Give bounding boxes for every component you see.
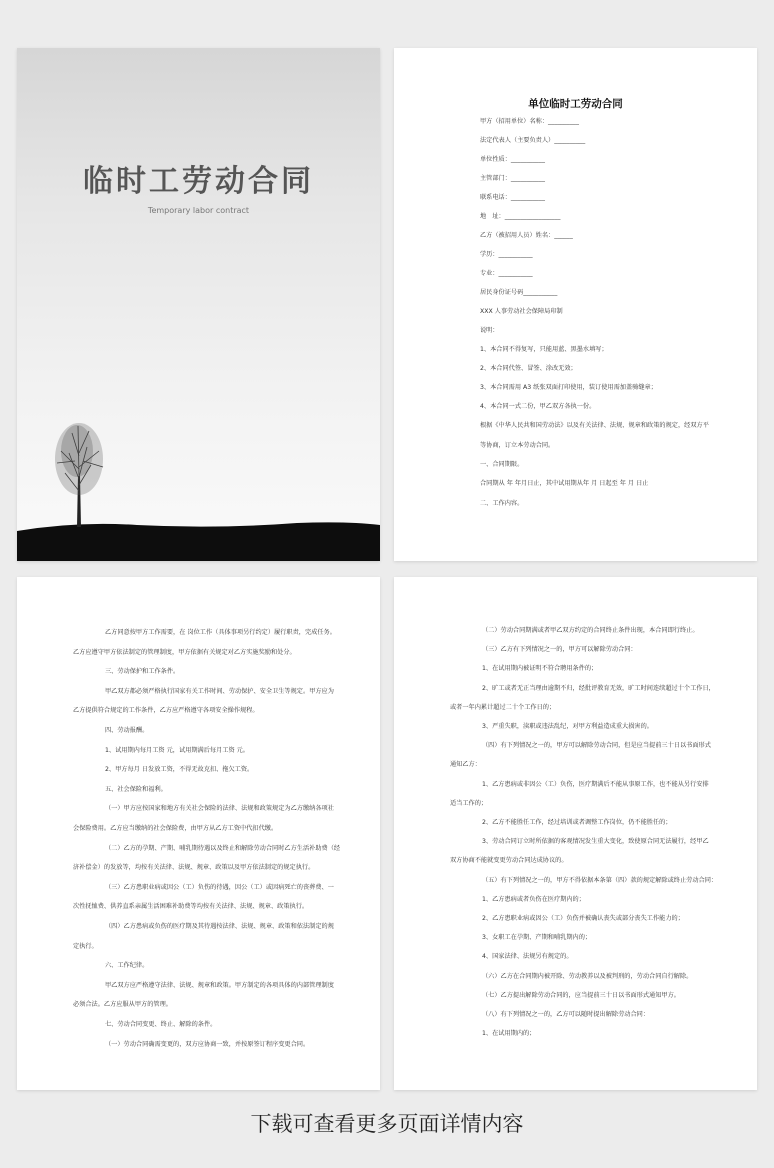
body-line: 2、甲方每月 日发放工资，不得无故克扣、拖欠工资。 [105, 766, 254, 774]
body-line: 根据《中华人民共和国劳动法》以及有关法律、法规、规章和政策的规定，经双方平 [480, 422, 709, 430]
body-line: （六）乙方在合同期内被开除、劳动教养以及被判刑的，劳动合同自行解除。 [482, 972, 693, 980]
body-line: （三）乙方患职业病或因公（工）负伤的待遇，因公（工）或因病死亡的丧葬费、一 [105, 883, 334, 891]
body-line: 4、国家法律、法规另有规定的。 [482, 953, 573, 961]
body-line: 联系电话：___________ [480, 194, 545, 201]
body-line: 甲方（招用单位）名称：__________ [480, 118, 579, 125]
body-line: 五、社会保险和福利。 [105, 785, 167, 793]
body-line: 乙方同意按甲方工作需要，在 岗位工作（具体事项另行约定）履行职责，完成任务。 [105, 629, 336, 636]
body-line: （三）乙方有下列情况之一的，甲方可以解除劳动合同： [482, 646, 637, 654]
contract-page-1 [394, 48, 757, 561]
body-line: 3、本合同需用 A3 纸张双面打印使用，装订使用需加盖骑缝章； [480, 384, 657, 391]
body-line: 乙方（被招用人员）姓名：______ [480, 232, 573, 239]
body-line: 等协商，订立本劳动合同。 [480, 441, 555, 449]
body-line: 1、乙方患病或非因公（工）负伤，医疗期满后不能从事原工作，也不能从另行安排 [482, 780, 709, 788]
body-line: 适当工作的； [450, 799, 488, 807]
contract-page-2 [17, 577, 380, 1090]
body-line: 济补偿金）的发放等，均按有关法律、法规、规章、政策以及甲方依法制定的规定执行。 [73, 864, 315, 872]
body-line: 三、劳动保护和工作条件。 [105, 668, 180, 676]
body-line: 4、本合同一式二份，甲乙双方各执一份。 [480, 403, 596, 410]
body-line: （八）有下列情况之一的，乙方可以随时提出解除劳动合同： [482, 1011, 650, 1018]
body-line: 1、乙方患病或者负伤在医疗期内的； [482, 895, 585, 903]
body-line: 必须合法。乙方应服从甲方的管理。 [73, 1001, 172, 1009]
body-line: （七）乙方提出解除劳动合同的，应当提前三十日以书面形式通知甲方。 [482, 991, 680, 999]
body-line: （四）乙方患病或负伤的医疗期及其待遇按法律、法规、规章、政策和依法制定的规 [105, 923, 334, 930]
body-line: 通知乙方： [450, 761, 481, 769]
body-line: 次性抚恤费、供养直系亲属生活困难补助费等均按有关法律、法规、规章、政策执行。 [73, 903, 309, 911]
body-line: 2、旷工或者无正当理由逾期不归，经批评教育无效，旷工时间连续超过十个工作日， [482, 684, 715, 692]
body-line: 定执行。 [73, 942, 98, 950]
page3-body [394, 577, 757, 1090]
body-line: 乙方提供符合规定的工作条件，乙方应严格遵守各项安全操作规程。 [73, 707, 259, 715]
body-line: 甲乙双方都必须严格执行国家有关工作时间、劳动保护、安全卫生等规定。甲方应为 [105, 687, 334, 695]
download-caption: 下载可查看更多页面详情内容 [250, 1112, 524, 1136]
body-line: 或者一年内累计超过二十个工作日的； [450, 703, 556, 711]
body-line: 3、严重失职，渎职或违法乱纪，对甲方利益造成重大损害的。 [482, 723, 653, 730]
body-line: 1、在试用期内的； [482, 1030, 536, 1038]
body-line: 甲乙双方应严格遵守法律、法规、规章和政策。甲方制定的各项具体的内部管理制度 [105, 981, 334, 989]
body-line: 合同期从 年 年月日止，其中试用期从年 月 日起至 年 月 日止 [480, 480, 649, 488]
body-line: 1、试用期内每月工资 元，试用期满后每月工资 元。 [105, 746, 249, 754]
body-line: 一、合同期限。 [480, 460, 524, 468]
body-line: XXX 人事劳动社会保障局印制 [480, 308, 563, 315]
page1-body [394, 48, 757, 561]
body-line: 说明： [480, 327, 499, 334]
body-line: 3、劳动合同订立时所依据的客观情况发生重大变化，致使原合同无法履行，经甲乙 [482, 838, 709, 846]
body-line: （二）乙方的孕期、产期、哺乳期待遇以及终止和解除劳动合同时乙方生活补助费（经 [105, 844, 341, 852]
body-line: 六、工作纪律。 [105, 962, 149, 970]
body-line: （四）有下列情况之一的，甲方可以解除劳动合同，但是应当提前三十日以书面形式 [482, 742, 711, 750]
body-line: 地 址：__________________ [480, 213, 561, 220]
tree-illustration [17, 381, 380, 561]
body-line: 双方协商不能就变更劳动合同达成协议的。 [450, 857, 568, 865]
body-line: 二、工作内容。 [480, 499, 524, 507]
body-line: 七、劳动合同变更、终止、解除的条件。 [105, 1021, 217, 1028]
cover-subtitle: Temporary labor contract [147, 206, 250, 215]
cover-title: 临时工劳动合同 [83, 164, 314, 199]
page2-body [17, 577, 380, 1090]
body-line: （二）劳动合同期满或者甲乙双方约定的合同终止条件出现，本合同即行终止。 [482, 627, 699, 634]
body-line: （五）有下列情况之一的，甲方不得依据本条第（四）款的规定解除或终止劳动合同： [482, 876, 718, 884]
body-line: 单位性质：___________ [480, 156, 545, 163]
body-line: 主管部门：___________ [480, 175, 545, 182]
body-line: （一）甲方应按国家和地方有关社会保险的法律、法规和政策规定为乙方缴纳各项社 [105, 805, 334, 813]
contract-page-3 [394, 577, 757, 1090]
body-line: （一）劳动合同确需变更的，双方应协商一致，并按原签订程序变更合同。 [105, 1040, 310, 1048]
document-title: 单位临时工劳动合同 [528, 98, 623, 110]
body-line: 学历：___________ [480, 251, 533, 258]
body-line: 1、本合同不得复写，只能用蓝、黑墨水填写； [480, 346, 608, 353]
body-line: 会保险费用。乙方应当缴纳的社会保险费，由甲方从乙方工资中代扣代缴。 [73, 825, 278, 832]
body-line: 3、女职工在孕期、产期和哺乳期内的； [482, 934, 592, 942]
body-line: 四、劳动报酬。 [105, 727, 149, 734]
body-line: 专业：___________ [480, 270, 533, 277]
body-line: 1、在试用期内被证明不符合聘用条件的； [482, 665, 598, 673]
body-line: 2、乙方患职业病或因公（工）负伤并被确认丧失或部分丧失工作能力的； [482, 915, 684, 922]
body-line: 居民身份证号码___________ [480, 289, 558, 296]
body-line: 2、乙方不能胜任工作，经过培训或者调整工作岗位，仍不能胜任的； [482, 819, 672, 826]
cover-page [17, 48, 380, 561]
body-line: 法定代表人（主要负责人）__________ [480, 137, 586, 144]
body-line: 乙方应遵守甲方依法制定的管理制度，甲方依据有关规定对乙方实施奖励和处分。 [73, 648, 296, 656]
body-line: 2、本合同代签、冒签、涂改无效； [480, 365, 577, 372]
